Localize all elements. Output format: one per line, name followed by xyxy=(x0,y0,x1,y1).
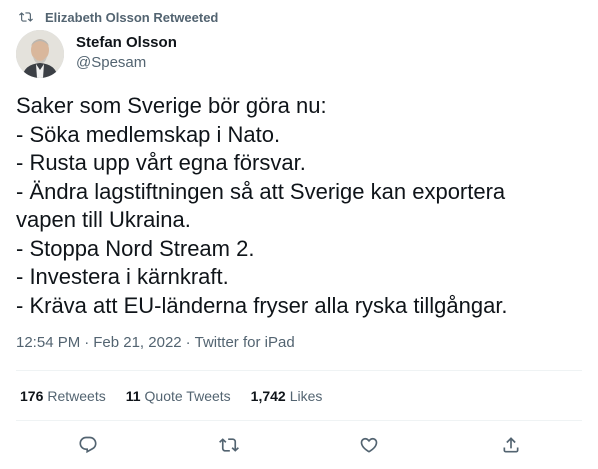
tweet-actions xyxy=(0,430,598,460)
retweet-header[interactable] xyxy=(19,8,218,26)
tweet-line: - Rusta upp vårt egna försvar. xyxy=(16,150,306,175)
divider xyxy=(16,420,582,421)
tweet-line: - Kräva att EU-länderna fryser alla ryska tillgångar. xyxy=(16,292,508,318)
tweet-line: - Ändra lagstiftningen så att Sverige kan exportera xyxy=(16,178,506,204)
share-icon xyxy=(501,435,521,455)
tweet-line: - Investera i kärnkraft. xyxy=(16,264,229,289)
divider xyxy=(16,370,582,371)
retweets-count: 176 xyxy=(20,388,44,404)
share-button[interactable] xyxy=(499,433,523,457)
retweet-icon xyxy=(219,435,239,455)
retweet-button[interactable] xyxy=(217,433,241,457)
tweet-stats xyxy=(20,388,342,404)
likes-label: Likes xyxy=(289,388,323,404)
retweets-label: Retweets xyxy=(47,388,106,404)
tweet-date[interactable]: Feb 21, 2022 xyxy=(93,334,182,351)
retweet-header-text: Elizabeth Olsson Retweeted xyxy=(45,9,219,25)
tweet-line: - Stoppa Nord Stream 2. xyxy=(16,235,255,261)
like-icon xyxy=(359,435,379,455)
tweet-line: vapen till Ukraina. xyxy=(16,207,191,232)
tweet-meta xyxy=(16,334,295,351)
reply-icon xyxy=(78,435,98,455)
retweet-icon xyxy=(19,10,33,24)
quote-tweets-label: Quote Tweets xyxy=(144,388,231,404)
meta-separator: · xyxy=(185,334,191,351)
meta-separator: · xyxy=(84,334,90,351)
reply-button[interactable] xyxy=(76,433,100,457)
avatar[interactable] xyxy=(16,30,64,78)
tweet-line: Saker som Sverige bör göra nu: xyxy=(16,93,327,118)
author-display-name[interactable]: Stefan Olsson xyxy=(76,34,177,51)
author-block[interactable] xyxy=(76,34,177,72)
author-handle[interactable]: @Spesam xyxy=(76,54,147,71)
tweet-line: - Söka medlemskap i Nato. xyxy=(16,121,281,147)
like-button[interactable] xyxy=(357,433,381,457)
retweets-stat[interactable] xyxy=(20,388,106,404)
tweet-text xyxy=(16,92,586,320)
quote-tweets-stat[interactable] xyxy=(126,388,231,404)
quote-tweets-count: 11 xyxy=(125,388,141,404)
likes-stat[interactable] xyxy=(251,388,323,404)
likes-count: 1,742 xyxy=(250,388,286,404)
tweet-source[interactable]: Twitter for iPad xyxy=(194,334,295,351)
tweet-time[interactable]: 12:54 PM xyxy=(16,334,81,351)
